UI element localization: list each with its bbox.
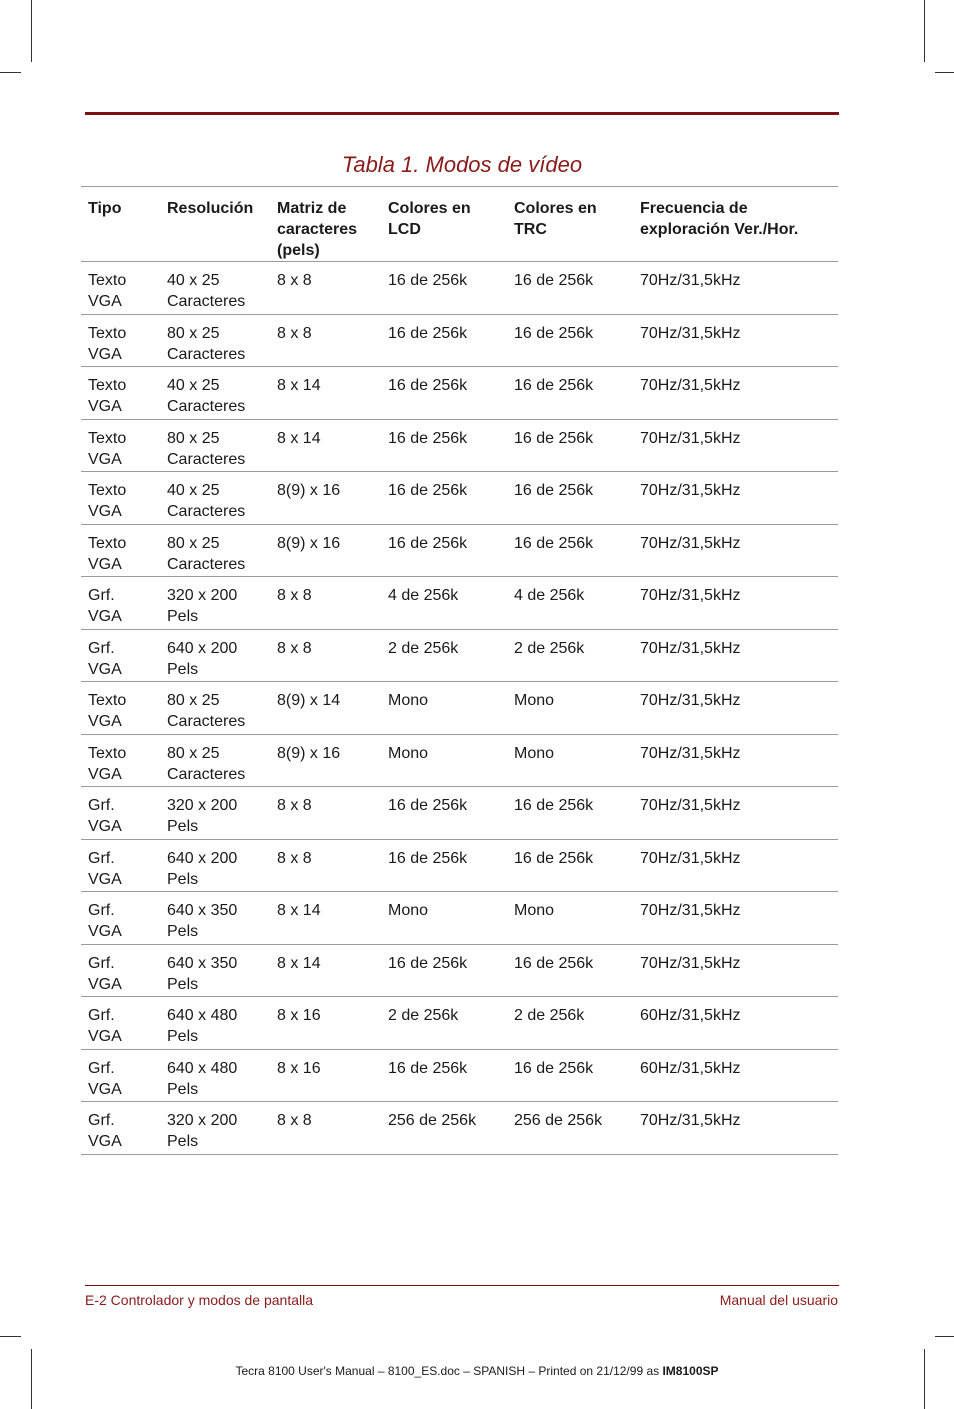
table-cell-line: 16 de 256k bbox=[514, 272, 594, 289]
table-cell bbox=[507, 524, 633, 577]
table-cell bbox=[81, 367, 160, 420]
table-cell-line: 640 x 350 bbox=[167, 954, 238, 972]
table-cell-line: 640 x 480 bbox=[167, 1007, 238, 1024]
table-cell-line: 640 x 200 bbox=[167, 639, 238, 657]
table-cell-line: 256 de 256k bbox=[388, 1112, 477, 1129]
table-cell bbox=[507, 1049, 633, 1102]
table-row bbox=[81, 734, 838, 787]
table-cell bbox=[507, 839, 633, 892]
table-cell-line: 16 de 256k bbox=[514, 534, 594, 552]
table-cell-line: Grf. bbox=[88, 902, 115, 919]
table-row bbox=[81, 682, 838, 735]
table-cell bbox=[81, 944, 160, 997]
table-cell bbox=[381, 524, 507, 577]
table-cell bbox=[160, 472, 270, 525]
table-cell-line: Caracteres bbox=[167, 450, 246, 468]
table-cell bbox=[381, 944, 507, 997]
table-cell bbox=[507, 997, 633, 1050]
table-cell bbox=[270, 944, 381, 997]
table-cell bbox=[81, 787, 160, 840]
table-cell-line: 16 de 256k bbox=[388, 954, 468, 972]
table-cell bbox=[633, 892, 838, 945]
table-cell-line: 60Hz/31,5kHz bbox=[640, 1059, 741, 1077]
table-cell-line: 16 de 256k bbox=[514, 377, 594, 394]
table-cell bbox=[381, 1049, 507, 1102]
crop-mark bbox=[31, 0, 32, 62]
table-cell bbox=[633, 734, 838, 787]
table-cell bbox=[633, 1049, 838, 1102]
table-cell bbox=[270, 787, 381, 840]
column-header bbox=[381, 187, 507, 262]
table-cell-line: Caracteres bbox=[167, 398, 246, 415]
table-cell bbox=[381, 367, 507, 420]
table-cell bbox=[381, 419, 507, 472]
table-cell bbox=[81, 1102, 160, 1155]
table-cell-line: 8 x 8 bbox=[277, 587, 312, 604]
table-cell bbox=[507, 577, 633, 630]
table-cell-line: Pels bbox=[167, 1080, 199, 1098]
table-cell-line: Pels bbox=[167, 660, 199, 678]
table-cell-line: 8(9) x 16 bbox=[277, 534, 341, 552]
table-row bbox=[81, 577, 838, 630]
table-cell-line: 8(9) x 16 bbox=[277, 482, 341, 499]
table-cell-line: 16 de 256k bbox=[388, 534, 468, 552]
table-cell-line: 40 x 25 bbox=[167, 377, 220, 394]
table-cell-line: 80 x 25 bbox=[167, 534, 220, 552]
table-cell bbox=[507, 1102, 633, 1155]
table-cell-line: 4 de 256k bbox=[514, 587, 585, 604]
table-cell bbox=[160, 524, 270, 577]
table-cell bbox=[270, 629, 381, 682]
table-cell-line: 16 de 256k bbox=[388, 849, 468, 867]
table-row bbox=[81, 1049, 838, 1102]
crop-mark bbox=[0, 1336, 21, 1337]
table-cell bbox=[81, 1049, 160, 1102]
table-cell bbox=[160, 367, 270, 420]
table-cell-line: 16 de 256k bbox=[514, 429, 594, 447]
table-cell bbox=[381, 892, 507, 945]
table-cell bbox=[160, 734, 270, 787]
table-cell-line: 8 x 16 bbox=[277, 1007, 321, 1024]
table-cell bbox=[381, 262, 507, 315]
table-cell-line: Texto bbox=[88, 377, 127, 394]
table-cell bbox=[270, 577, 381, 630]
table-cell-line: VGA bbox=[88, 1028, 122, 1045]
table-cell-line: 8 x 14 bbox=[277, 377, 321, 394]
table-cell-line: Texto bbox=[88, 692, 127, 709]
table-row bbox=[81, 472, 838, 525]
table-cell bbox=[633, 419, 838, 472]
table-cell-line: 2 de 256k bbox=[388, 1007, 459, 1024]
table-cell-line: VGA bbox=[88, 450, 122, 468]
table-cell-line: VGA bbox=[88, 765, 122, 783]
table-cell bbox=[633, 262, 838, 315]
table-cell-line: Texto bbox=[88, 482, 127, 499]
column-header-line: Resolución bbox=[167, 200, 254, 217]
table-cell-line: 80 x 25 bbox=[167, 429, 220, 447]
table-cell bbox=[633, 577, 838, 630]
table-cell bbox=[81, 524, 160, 577]
table-cell-line: VGA bbox=[88, 713, 122, 730]
table-cell-line: Caracteres bbox=[167, 555, 246, 573]
table-cell-line: 8 x 8 bbox=[277, 639, 312, 657]
table-cell-line: 8 x 8 bbox=[277, 849, 312, 867]
table-cell-line: 640 x 480 bbox=[167, 1059, 238, 1077]
table-cell bbox=[633, 472, 838, 525]
table-cell bbox=[507, 419, 633, 472]
table-cell bbox=[81, 472, 160, 525]
table-cell bbox=[270, 1102, 381, 1155]
table-cell-line: 8 x 8 bbox=[277, 324, 312, 342]
table-cell bbox=[160, 839, 270, 892]
table-cell-line: 8(9) x 16 bbox=[277, 744, 341, 762]
print-info-text: Tecra 8100 User's Manual – 8100_ES.doc – SPANISH – Printed on 21/12/99 as bbox=[235, 1364, 663, 1378]
table-cell-line: 60Hz/31,5kHz bbox=[640, 1007, 741, 1024]
table-cell-line: VGA bbox=[88, 555, 122, 573]
table-cell-line: Caracteres bbox=[167, 713, 246, 730]
table-cell-line: 8 x 8 bbox=[277, 1112, 312, 1129]
table-cell-line: 2 de 256k bbox=[514, 639, 585, 657]
table-cell bbox=[633, 1102, 838, 1155]
table-cell-line: VGA bbox=[88, 660, 122, 678]
table-cell bbox=[633, 839, 838, 892]
table-cell bbox=[81, 629, 160, 682]
table-cell-line: Texto bbox=[88, 324, 127, 342]
table-title: Tabla 1. Modos de vídeo bbox=[341, 152, 583, 177]
table-cell-line: VGA bbox=[88, 975, 122, 993]
table-cell bbox=[381, 472, 507, 525]
table-cell-line: 16 de 256k bbox=[388, 797, 468, 814]
header-rule bbox=[85, 112, 839, 115]
table-cell bbox=[633, 787, 838, 840]
table-cell-line: Mono bbox=[514, 692, 555, 709]
table-cell-line: VGA bbox=[88, 503, 122, 520]
footer-manual-label: Manual del usuario bbox=[719, 1292, 838, 1308]
table-cell-line: 80 x 25 bbox=[167, 744, 220, 762]
table-cell-line: 70Hz/31,5kHz bbox=[640, 744, 741, 762]
table-cell-line: 16 de 256k bbox=[388, 482, 468, 499]
crop-mark bbox=[0, 72, 21, 73]
table-cell-line: 16 de 256k bbox=[514, 482, 594, 499]
table-cell bbox=[160, 314, 270, 367]
table-row bbox=[81, 1102, 838, 1155]
print-info-line bbox=[0, 1364, 954, 1378]
table-cell bbox=[381, 787, 507, 840]
table-cell-line: Pels bbox=[167, 975, 199, 993]
column-header bbox=[270, 187, 381, 262]
table-cell bbox=[507, 682, 633, 735]
table-cell bbox=[160, 1102, 270, 1155]
table-cell-line: 16 de 256k bbox=[514, 849, 594, 867]
table-cell bbox=[160, 997, 270, 1050]
table-cell bbox=[81, 682, 160, 735]
table-cell-line: Grf. bbox=[88, 1059, 115, 1077]
table-cell-line: VGA bbox=[88, 818, 122, 835]
table-cell-line: 80 x 25 bbox=[167, 692, 220, 709]
table-row bbox=[81, 419, 838, 472]
table-cell-line: 16 de 256k bbox=[388, 272, 468, 289]
table-cell-line: 16 de 256k bbox=[388, 429, 468, 447]
table-row bbox=[81, 629, 838, 682]
table-cell-line: 4 de 256k bbox=[388, 587, 459, 604]
table-cell-line: 16 de 256k bbox=[388, 377, 468, 394]
table-cell bbox=[160, 262, 270, 315]
column-header-line: Colores en bbox=[514, 200, 597, 217]
column-header-line: TRC bbox=[514, 221, 547, 238]
table-cell bbox=[81, 262, 160, 315]
table-cell bbox=[81, 577, 160, 630]
column-header bbox=[633, 187, 838, 262]
column-header-line: caracteres bbox=[277, 221, 358, 238]
table-cell-line: Pels bbox=[167, 870, 199, 888]
table-cell bbox=[381, 997, 507, 1050]
table-cell-line: 70Hz/31,5kHz bbox=[640, 797, 741, 814]
footer-section-label: E-2 Controlador y modos de pantalla bbox=[85, 1292, 314, 1308]
table-cell-line: Mono bbox=[388, 692, 429, 709]
table-cell-line: Mono bbox=[514, 902, 555, 919]
table-cell bbox=[633, 997, 838, 1050]
crop-mark bbox=[924, 1349, 925, 1409]
table-cell-line: Grf. bbox=[88, 587, 115, 604]
table-cell-line: Caracteres bbox=[167, 345, 246, 363]
table-cell-line: VGA bbox=[88, 1133, 122, 1150]
table-cell-line: 70Hz/31,5kHz bbox=[640, 639, 741, 657]
table-cell bbox=[507, 892, 633, 945]
table-cell-line: 80 x 25 bbox=[167, 324, 220, 342]
table-cell-line: 70Hz/31,5kHz bbox=[640, 849, 741, 867]
table-cell-line: 320 x 200 bbox=[167, 797, 238, 814]
table-cell-line: VGA bbox=[88, 398, 122, 415]
table-cell-line: 320 x 200 bbox=[167, 587, 238, 604]
table-cell-line: Mono bbox=[388, 902, 429, 919]
table-cell bbox=[381, 682, 507, 735]
table-cell-line: 8 x 14 bbox=[277, 902, 321, 919]
table-cell bbox=[633, 629, 838, 682]
table-cell bbox=[381, 734, 507, 787]
table-cell bbox=[633, 524, 838, 577]
table-cell bbox=[381, 314, 507, 367]
table-cell-line: VGA bbox=[88, 923, 122, 940]
table-cell bbox=[160, 419, 270, 472]
table-cell bbox=[507, 367, 633, 420]
table-cell-line: 2 de 256k bbox=[388, 639, 459, 657]
table-cell bbox=[270, 367, 381, 420]
table-cell bbox=[160, 577, 270, 630]
column-header-line: Frecuencia de bbox=[640, 200, 748, 217]
table-cell bbox=[507, 629, 633, 682]
table-cell-line: Pels bbox=[167, 1133, 199, 1150]
table-cell bbox=[633, 314, 838, 367]
column-header-line: Colores en bbox=[388, 200, 471, 217]
table-cell-line: 256 de 256k bbox=[514, 1112, 603, 1129]
table-row bbox=[81, 262, 838, 315]
column-header-line: exploración Ver./Hor. bbox=[640, 221, 799, 238]
table-row bbox=[81, 314, 838, 367]
table-row bbox=[81, 997, 838, 1050]
table-cell bbox=[81, 314, 160, 367]
column-header bbox=[81, 187, 160, 262]
video-modes-table bbox=[81, 187, 838, 1155]
table-cell-line: Pels bbox=[167, 818, 199, 835]
table-cell-line: Pels bbox=[167, 608, 199, 625]
column-header bbox=[160, 187, 270, 262]
table-cell-line: 70Hz/31,5kHz bbox=[640, 1112, 741, 1129]
table-cell-line: 640 x 200 bbox=[167, 849, 238, 867]
table-cell-line: 8 x 16 bbox=[277, 1059, 321, 1077]
table-cell-line: Texto bbox=[88, 272, 127, 289]
table-cell-line: 8 x 8 bbox=[277, 797, 312, 814]
table-cell bbox=[81, 892, 160, 945]
table-cell bbox=[270, 997, 381, 1050]
table-row bbox=[81, 839, 838, 892]
table-header-row bbox=[81, 187, 838, 262]
table-cell bbox=[381, 839, 507, 892]
table-cell bbox=[270, 314, 381, 367]
table-cell-line: VGA bbox=[88, 870, 122, 888]
table-cell-line: 70Hz/31,5kHz bbox=[640, 902, 741, 919]
table-cell-line: 16 de 256k bbox=[388, 324, 468, 342]
table-cell bbox=[633, 682, 838, 735]
table-cell-line: Caracteres bbox=[167, 293, 246, 310]
table-cell-line: 70Hz/31,5kHz bbox=[640, 429, 741, 447]
column-header bbox=[507, 187, 633, 262]
table-cell-line: Mono bbox=[514, 744, 555, 762]
table-cell bbox=[160, 1049, 270, 1102]
table-cell-line: Grf. bbox=[88, 639, 115, 657]
column-header-line: LCD bbox=[388, 221, 421, 238]
table-cell-line: Grf. bbox=[88, 797, 115, 814]
column-header-line: (pels) bbox=[277, 242, 320, 259]
table-row bbox=[81, 367, 838, 420]
table-cell-line: 8(9) x 14 bbox=[277, 692, 341, 709]
table-cell bbox=[507, 314, 633, 367]
table-cell-line: 70Hz/31,5kHz bbox=[640, 377, 741, 394]
table-cell bbox=[160, 892, 270, 945]
table-cell bbox=[270, 734, 381, 787]
table-cell-line: Texto bbox=[88, 429, 127, 447]
table-cell-line: 70Hz/31,5kHz bbox=[640, 272, 741, 289]
table-cell-line: VGA bbox=[88, 293, 122, 310]
table-cell-line: 8 x 8 bbox=[277, 272, 312, 289]
table-cell-line: 16 de 256k bbox=[514, 954, 594, 972]
table-cell-line: 70Hz/31,5kHz bbox=[640, 324, 741, 342]
table-cell-line: 16 de 256k bbox=[388, 1059, 468, 1077]
table-row bbox=[81, 944, 838, 997]
table-cell bbox=[160, 787, 270, 840]
table-row bbox=[81, 892, 838, 945]
table-cell-line: 320 x 200 bbox=[167, 1112, 238, 1129]
column-header-line: Tipo bbox=[88, 200, 122, 217]
table-cell-line: Pels bbox=[167, 923, 199, 940]
table-cell bbox=[81, 997, 160, 1050]
table-cell-line: 2 de 256k bbox=[514, 1007, 585, 1024]
table-cell bbox=[381, 577, 507, 630]
table-body bbox=[81, 262, 838, 1155]
print-info-code: IM8100SP bbox=[662, 1364, 719, 1378]
table-cell bbox=[270, 892, 381, 945]
table-cell-line: 16 de 256k bbox=[514, 324, 594, 342]
table-cell-line: Grf. bbox=[88, 1007, 115, 1024]
table-cell-line: 40 x 25 bbox=[167, 482, 220, 499]
table-cell-line: Caracteres bbox=[167, 503, 246, 520]
table-cell-line: Grf. bbox=[88, 1112, 115, 1129]
table-cell-line: 70Hz/31,5kHz bbox=[640, 534, 741, 552]
table-cell bbox=[633, 367, 838, 420]
table-cell bbox=[270, 682, 381, 735]
table-cell bbox=[507, 944, 633, 997]
table-cell bbox=[633, 944, 838, 997]
table-cell-line: 70Hz/31,5kHz bbox=[640, 954, 741, 972]
table-cell-line: 70Hz/31,5kHz bbox=[640, 482, 741, 499]
table-cell bbox=[270, 419, 381, 472]
table-cell bbox=[381, 1102, 507, 1155]
crop-mark bbox=[924, 0, 925, 62]
table-cell-line: VGA bbox=[88, 345, 122, 363]
table-cell bbox=[270, 262, 381, 315]
table-cell-line: Mono bbox=[388, 744, 429, 762]
table-cell-line: Pels bbox=[167, 1028, 199, 1045]
table-cell bbox=[81, 839, 160, 892]
table-cell bbox=[160, 944, 270, 997]
table-row bbox=[81, 787, 838, 840]
table-cell-line: Texto bbox=[88, 534, 127, 552]
table-cell bbox=[507, 472, 633, 525]
table-cell bbox=[270, 524, 381, 577]
table-cell-line: 70Hz/31,5kHz bbox=[640, 692, 741, 709]
table-cell-line: 8 x 14 bbox=[277, 954, 321, 972]
crop-mark bbox=[31, 1349, 32, 1409]
table-cell bbox=[507, 734, 633, 787]
table-cell bbox=[81, 734, 160, 787]
table-cell bbox=[270, 1049, 381, 1102]
table-cell-line: Grf. bbox=[88, 954, 115, 972]
table-cell bbox=[381, 629, 507, 682]
table-cell-line: VGA bbox=[88, 608, 122, 625]
table-cell-line: 16 de 256k bbox=[514, 1059, 594, 1077]
table-cell-line: 640 x 350 bbox=[167, 902, 238, 919]
crop-mark bbox=[935, 1336, 954, 1337]
table-cell bbox=[160, 629, 270, 682]
table-cell-line: 16 de 256k bbox=[514, 797, 594, 814]
table-cell-line: Caracteres bbox=[167, 765, 246, 783]
table-cell bbox=[507, 787, 633, 840]
footer-rule bbox=[85, 1285, 839, 1286]
table-cell-line: 70Hz/31,5kHz bbox=[640, 587, 741, 604]
table-cell bbox=[270, 839, 381, 892]
table-cell-line: Texto bbox=[88, 744, 127, 762]
table-cell bbox=[81, 419, 160, 472]
table-cell bbox=[160, 682, 270, 735]
table-row bbox=[81, 524, 838, 577]
table-cell-line: Grf. bbox=[88, 849, 115, 867]
table-cell-line: 8 x 14 bbox=[277, 429, 321, 447]
table-cell-line: 40 x 25 bbox=[167, 272, 220, 289]
table-cell bbox=[270, 472, 381, 525]
table-cell bbox=[507, 262, 633, 315]
crop-mark bbox=[935, 72, 954, 73]
table-cell-line: VGA bbox=[88, 1080, 122, 1098]
column-header-line: Matriz de bbox=[277, 200, 347, 217]
